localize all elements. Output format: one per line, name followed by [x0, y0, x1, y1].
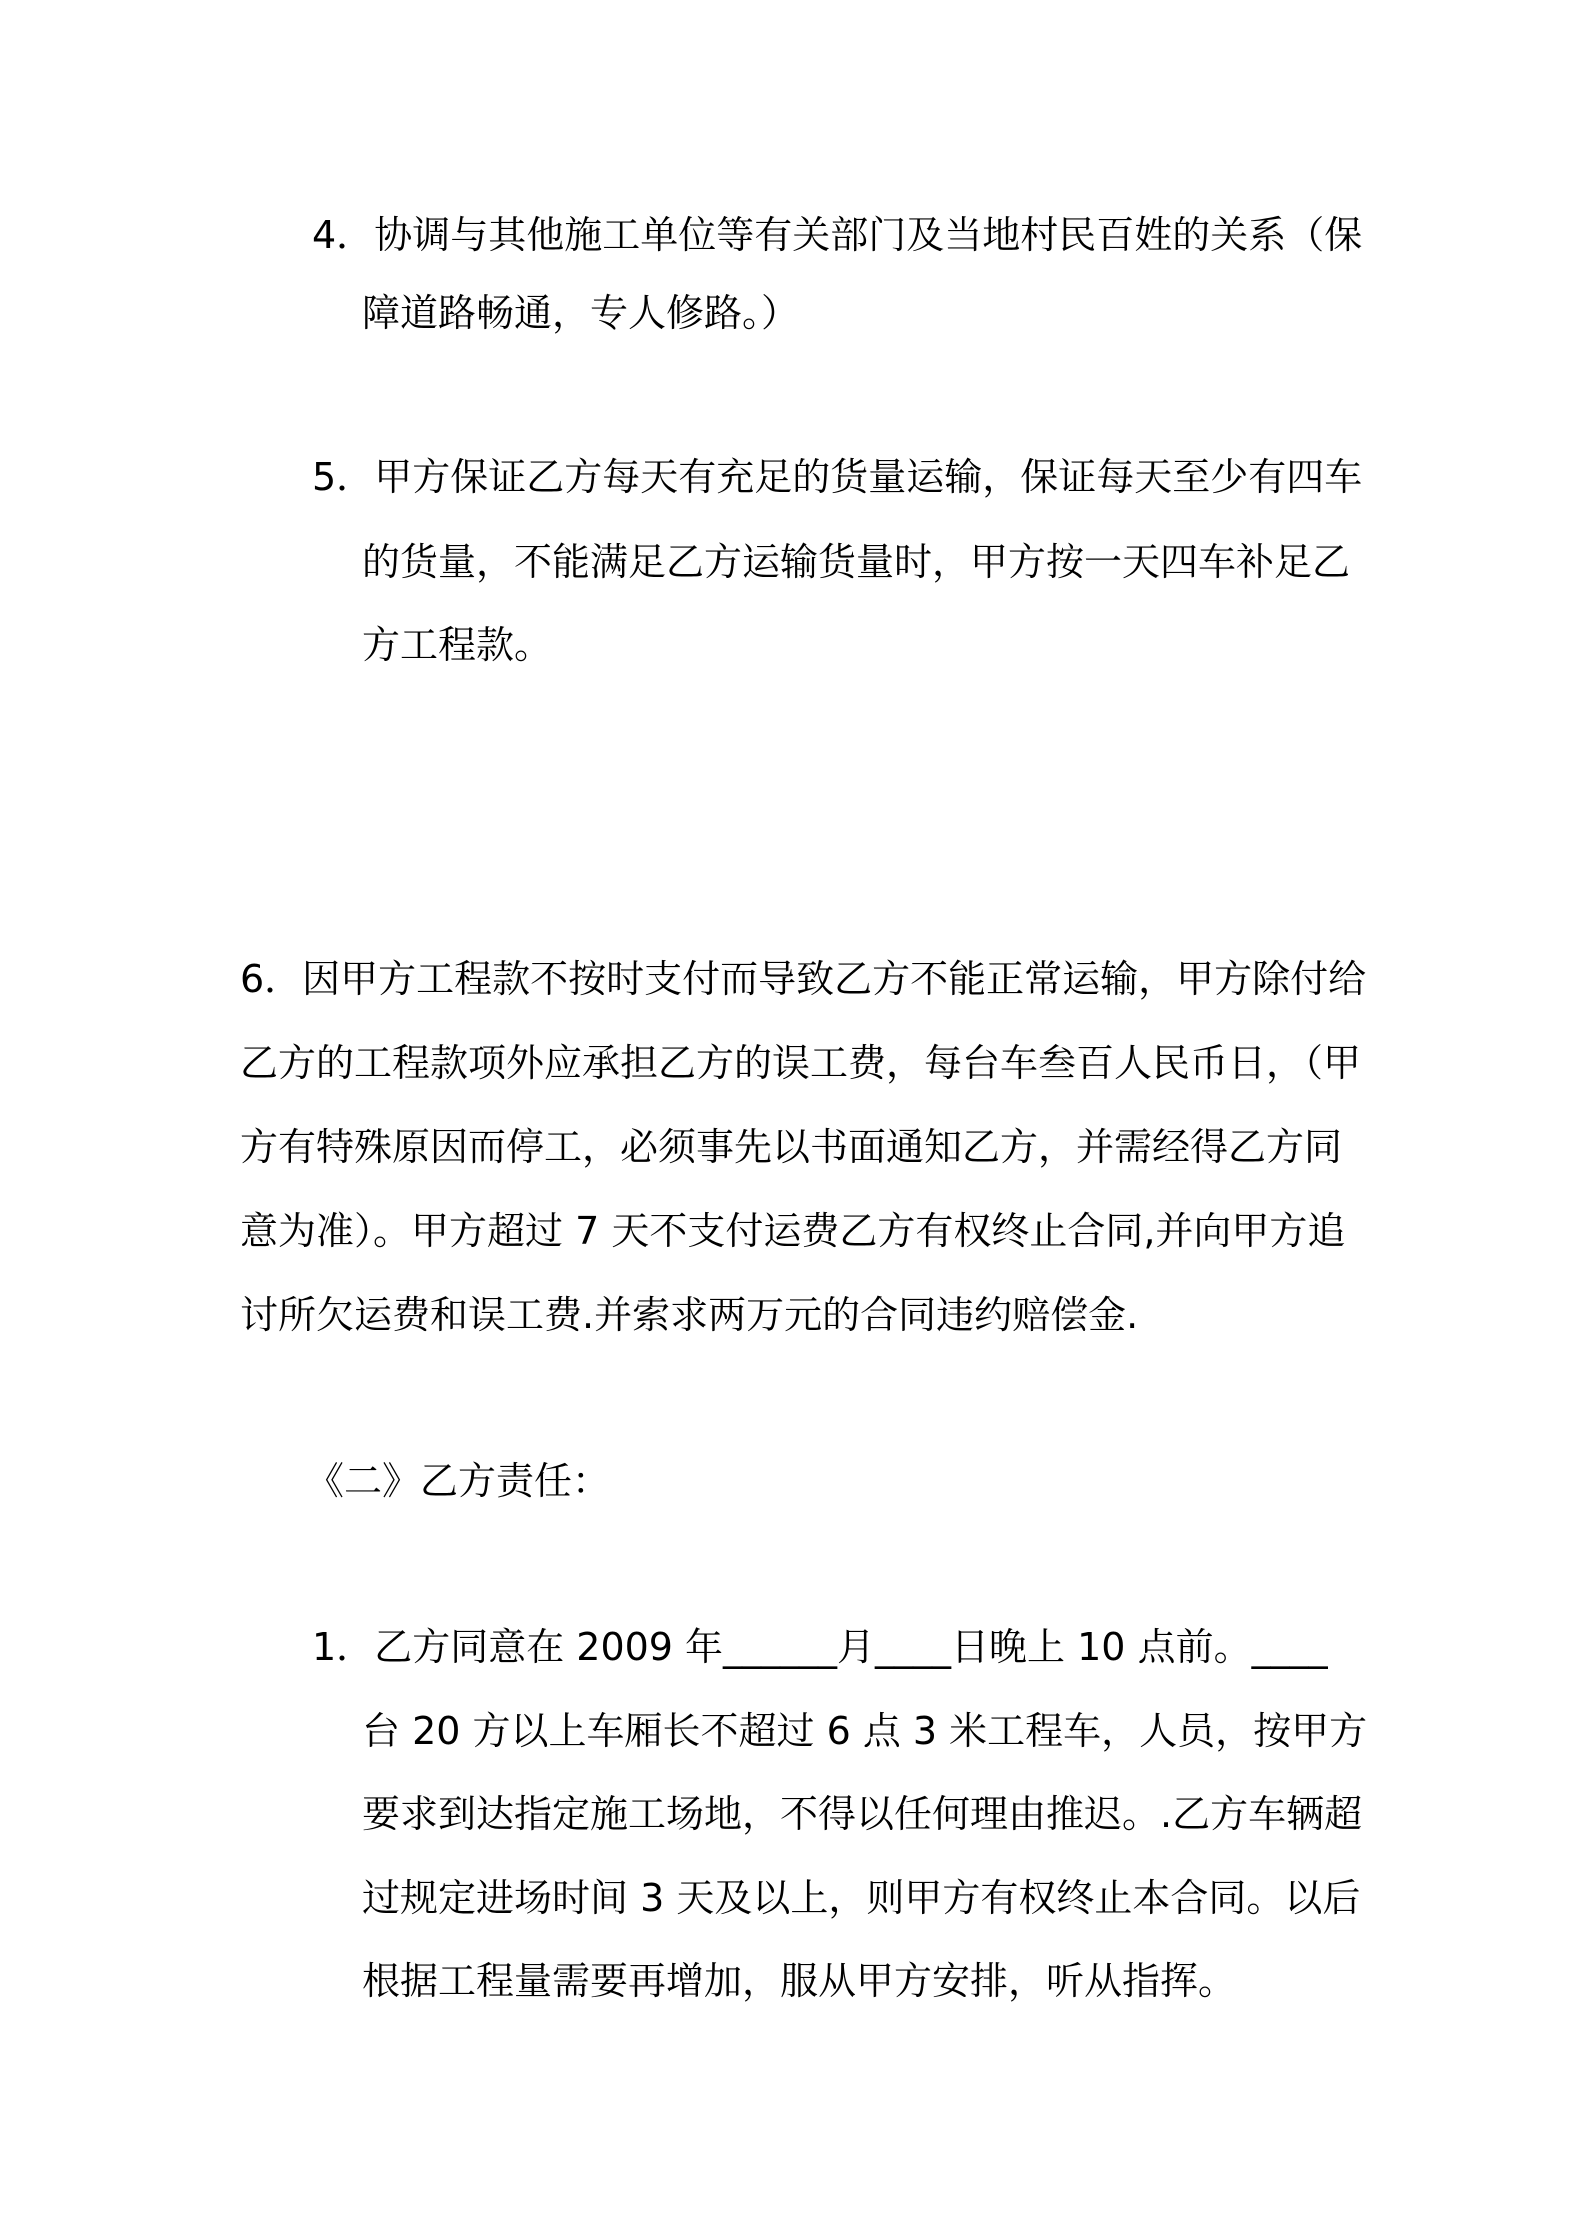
- item-b1-text-1: 乙方同意在 2009 年______月____日晚上 10 点前。____: [374, 1625, 1328, 1669]
- item-b1-line-2: 台 20 方以上车厢长不超过 6 点 3 米工程车，人员，按甲方: [362, 1709, 1368, 1753]
- item-b1-number: 1．: [312, 1625, 375, 1669]
- item-5-line-2: 的货量，不能满足乙方运输货量时，甲方按一天四车补足乙: [362, 540, 1351, 584]
- section-2-heading: 《二》乙方责任：: [306, 1459, 611, 1503]
- item-4-line-2: 障道路畅通，专人修路。）: [362, 291, 800, 335]
- item-5-line-3: 方工程款。: [362, 623, 553, 667]
- item-b1-line-4: 过规定进场时间 3 天及以上，则甲方有权终止本合同。以后: [362, 1876, 1361, 1920]
- item-6-line-4: 意为准）。甲方超过 7 天不支付运费乙方有权终止合同,并向甲方追: [240, 1209, 1346, 1253]
- item-5-line-1: [312, 452, 1362, 502]
- item-b1-line-3: 要求到达指定施工场地，不得以任何理由推迟。.乙方车辆超: [362, 1792, 1363, 1836]
- item-b1-line-1: [312, 1622, 1328, 1672]
- item-6-line-5: 讨所欠运费和误工费.并索求两万元的合同违约赔偿金.: [240, 1293, 1139, 1337]
- item-5-text-1: 甲方保证乙方每天有充足的货量运输，保证每天至少有四车: [374, 455, 1363, 499]
- item-6-line-1: 6．因甲方工程款不按时支付而导致乙方不能正常运输，甲方除付给: [240, 957, 1367, 1001]
- item-4-line-1: [312, 210, 1362, 260]
- item-5-number: 5．: [312, 455, 375, 499]
- item-6-line-3: 方有特殊原因而停工，必须事先以书面通知乙方，并需经得乙方同: [240, 1125, 1343, 1169]
- item-b1-line-5: 根据工程量需要再增加，服从甲方安排，听从指挥。: [362, 1959, 1237, 2003]
- item-6-line-2: 乙方的工程款项外应承担乙方的误工费，每台车叁百人民币日，（甲: [240, 1041, 1362, 1085]
- item-4-number: 4．: [312, 213, 375, 257]
- item-4-text-1: 协调与其他施工单位等有关部门及当地村民百姓的关系（保: [374, 213, 1363, 257]
